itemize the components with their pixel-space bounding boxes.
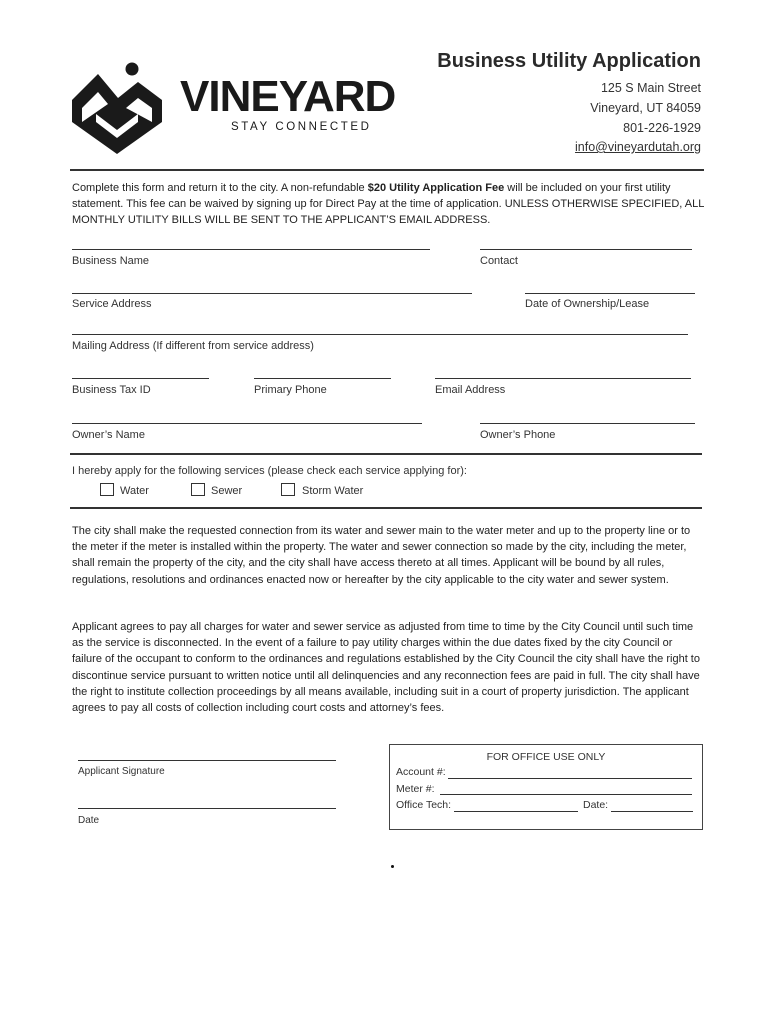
account-number-label: Account #: [396,766,446,778]
sewer-label: Sewer [211,485,243,497]
meter-number-field[interactable] [440,794,692,795]
mailing-address-field[interactable] [72,334,688,335]
email-link[interactable]: info@vineyardutah.org [575,140,701,154]
date-of-ownership-field[interactable] [525,293,695,294]
charges-terms: Applicant agrees to pay all charges for water and sewer service as adjusted from time to time by the City Council until such time as the service is disconnected. In the event of a failure to pay utility charges within the due dates fixed by the city Council or failure of the occupant to conform to the ordinances and regulations established by the City Council the city shall have the right to discontinue service pursuant to written notice until all delinquencies and any reconnection fees are paid in full. The city shall have the right to institute collection proceedings by all means available, including suit in a court of property jurisdiction. The applicant agrees to pay all costs of collection including court costs and attorney’s fees. [72,621,700,715]
stray-dot [391,865,394,868]
business-tax-id-label: Business Tax ID [72,384,151,396]
contact-field[interactable] [480,249,692,250]
header-divider [70,169,704,171]
connection-terms: The city shall make the requested connection from its water and sewer main to the water meter and up to the property line or to the meter if the meter is installed within the property. The water and sewer connection so made by the city, including the meter, shall remain the property of the city, and the city shall have access thereto at all times. Applicant will be bound by all rules, regulations, resolutions and ordinances enacted now or hereafter by the city applicable to the city water and sewer system. [72,525,691,586]
storm-water-label: Storm Water [302,485,364,497]
brand-name: VINEYARD [180,72,396,121]
primary-phone-label: Primary Phone [254,384,327,396]
applicant-signature-field[interactable] [78,760,336,761]
services-prompt: I hereby apply for the following services (please check each service applying for): [72,465,467,477]
address-line-2: Vineyard, UT 84059 [590,101,701,115]
water-label: Water [120,485,149,497]
owners-name-label: Owner’s Name [72,429,145,441]
owners-phone-field[interactable] [480,423,695,424]
primary-phone-field[interactable] [254,378,391,379]
service-address-field[interactable] [72,293,472,294]
business-name-field[interactable] [72,249,430,250]
date-of-ownership-label: Date of Ownership/Lease [525,298,650,310]
owners-name-field[interactable] [72,423,422,424]
owners-phone-label: Owner’s Phone [480,429,556,441]
service-address-label: Service Address [72,298,152,310]
office-date-field[interactable] [611,811,693,812]
section-divider-1 [70,453,702,455]
office-use-box [389,744,703,830]
office-date-label: Date: [583,799,609,811]
storm-water-checkbox[interactable] [281,483,295,496]
email-address-field[interactable] [435,378,691,379]
email-address-label: Email Address [435,384,506,396]
meter-number-label: Meter #: [396,783,435,795]
page-title: Business Utility Application [437,50,701,72]
brand-tagline: STAY CONNECTED [231,121,372,133]
sewer-checkbox[interactable] [191,483,205,496]
section-divider-2 [70,507,702,509]
date-field[interactable] [78,808,336,809]
business-tax-id-field[interactable] [72,378,209,379]
fee-amount: $20 Utility Application Fee [367,182,505,194]
contact-label: Contact [480,255,518,267]
phone-number: 801-226-1929 [623,121,701,135]
business-name-label: Business Name [72,255,150,267]
intro-text: Complete this form and return it to the city. A non-refundable $20 Utility Application Fee will be included on your first utility statement. This fee can be waived by signing up for Direct Pay at the time of application. UNLESS OTHERWISE SPECIFIED, ALL MONTHLY UTILITY BILLS WILL BE SENT TO THE APPLICANT’S EMAIL ADDRESS. [72,182,704,226]
office-tech-field[interactable] [454,811,578,812]
vineyard-logo [72,60,162,154]
account-number-field[interactable] [448,778,692,779]
address-line-1: 125 S Main Street [600,81,701,95]
office-tech-label: Office Tech: [396,799,452,811]
water-checkbox[interactable] [100,483,114,496]
applicant-signature-label: Applicant Signature [78,766,165,777]
mailing-address-label: Mailing Address (If different from service address) [72,340,314,352]
date-label: Date [78,815,100,826]
office-use-title: FOR OFFICE USE ONLY [486,751,606,763]
